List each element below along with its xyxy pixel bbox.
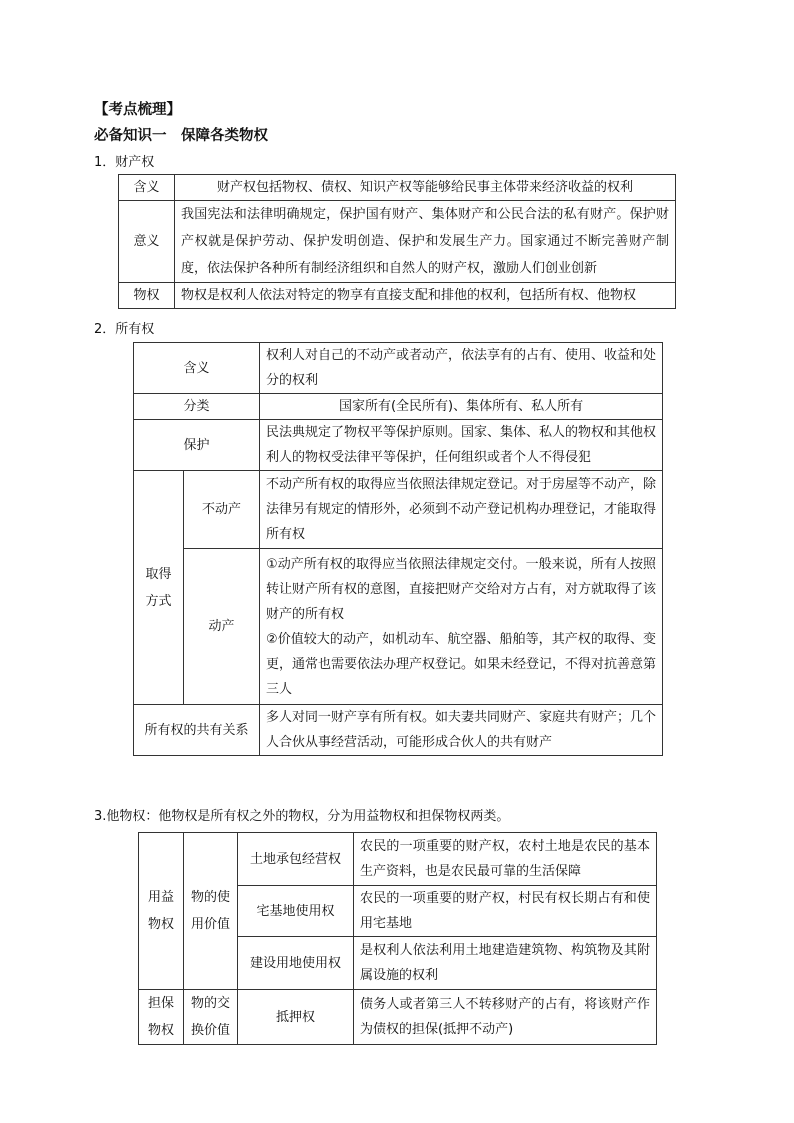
table-row xyxy=(134,343,663,394)
use-value-key: 物的使用价值 xyxy=(184,833,238,990)
classification-key: 分类 xyxy=(134,394,260,420)
classification-value: 国家所有(全民所有)、集体所有、私人所有 xyxy=(260,394,663,420)
meaning-value: 权利人对自己的不动产或者动产，依法享有的占有、使用、收益和处分的权利 xyxy=(260,343,663,394)
table-row xyxy=(139,833,657,886)
mortgage-key: 抵押权 xyxy=(238,990,354,1045)
acquisition-key: 取得方式 xyxy=(134,471,184,705)
table-row xyxy=(134,705,663,756)
row-key: 含义 xyxy=(119,175,175,201)
other-rights-table xyxy=(138,832,657,1045)
row-key: 意义 xyxy=(119,201,175,283)
land-contract-value: 农民的一项重要的财产权，农村土地是农民的基本生产资料，也是农民最可靠的生活保障 xyxy=(354,833,657,886)
table-row xyxy=(119,201,676,283)
protection-key: 保护 xyxy=(134,420,260,471)
section-heading: 【考点梳理】 xyxy=(94,102,181,118)
table-row xyxy=(134,420,663,471)
table-row xyxy=(134,394,663,420)
movable-key: 动产 xyxy=(184,549,260,705)
table-row xyxy=(119,175,676,201)
land-contract-key: 土地承包经营权 xyxy=(238,833,354,886)
construction-value: 是权利人依法利用土地建造建筑物、构筑物及其附属设施的权利 xyxy=(354,937,657,990)
row-key: 物权 xyxy=(119,283,175,309)
table-row xyxy=(139,990,657,1045)
construction-key: 建设用地使用权 xyxy=(238,937,354,990)
row-value: 物权是权利人依法对特定的物享有直接支配和排他的权利，包括所有权、他物权 xyxy=(175,283,676,309)
ownership-label: 2．所有权 xyxy=(94,322,155,337)
ownership-table xyxy=(133,342,663,756)
other-rights-label: 3.他物权：他物权是所有权之外的物权，分为用益物权和担保物权两类。 xyxy=(94,809,510,824)
co-ownership-key: 所有权的共有关系 xyxy=(134,705,260,756)
property-right-table xyxy=(118,174,676,309)
meaning-key: 含义 xyxy=(134,343,260,394)
property-right-label: 1．财产权 xyxy=(94,155,155,170)
row-value: 财产权包括物权、债权、知识产权等能够给民事主体带来经济收益的权利 xyxy=(175,175,676,201)
homestead-value: 农民的一项重要的财产权，村民有权长期占有和使用宅基地 xyxy=(354,886,657,937)
table-row xyxy=(134,549,663,705)
co-ownership-value: 多人对同一财产享有所有权。如夫妻共同财产、家庭共有财产；几个人合伙从事经营活动，可能形成合伙人的共有财产 xyxy=(260,705,663,756)
knowledge-title: 必备知识一 保障各类物权 xyxy=(94,128,268,144)
exchange-value-key: 物的交换价值 xyxy=(184,990,238,1045)
mortgage-value: 债务人或者第三人不转移财产的占有，将该财产作为债权的担保(抵押不动产) xyxy=(354,990,657,1045)
movable-value-2: ②价值较大的动产，如机动车、航空器、船舶等，其产权的取得、变更，通常也需要依法办理产权登记。如果未经登记，不得对抗善意第三人 xyxy=(266,631,657,697)
immovable-key: 不动产 xyxy=(184,471,260,549)
immovable-value: 不动产所有权的取得应当依照法律规定登记。对于房屋等不动产，除法律另有规定的情形外，必须到不动产登记机构办理登记，才能取得所有权 xyxy=(260,471,663,549)
table-row xyxy=(119,283,676,309)
usufruct-key: 用益物权 xyxy=(139,833,184,990)
protection-value: 民法典规定了物权平等保护原则。国家、集体、私人的物权和其他权利人的物权受法律平等保护，任何组织或者个人不得侵犯 xyxy=(260,420,663,471)
row-value: 我国宪法和法律明确规定，保护国有财产、集体财产和公民合法的私有财产。保护财产权就是保护劳动、保护发明创造、保护和发展生产力。国家通过不断完善财产制度，依法保护各种所有制经济组织和自然人的财产权，激励人们创业创新 xyxy=(175,201,676,283)
table-row xyxy=(134,471,663,549)
security-key: 担保物权 xyxy=(139,990,184,1045)
movable-value-1: ①动产所有权的取得应当依照法律规定交付。一般来说，所有人按照转让财产所有权的意图，直接把财产交给对方占有，对方就取得了该财产的所有权 xyxy=(266,556,657,622)
homestead-key: 宅基地使用权 xyxy=(238,886,354,937)
